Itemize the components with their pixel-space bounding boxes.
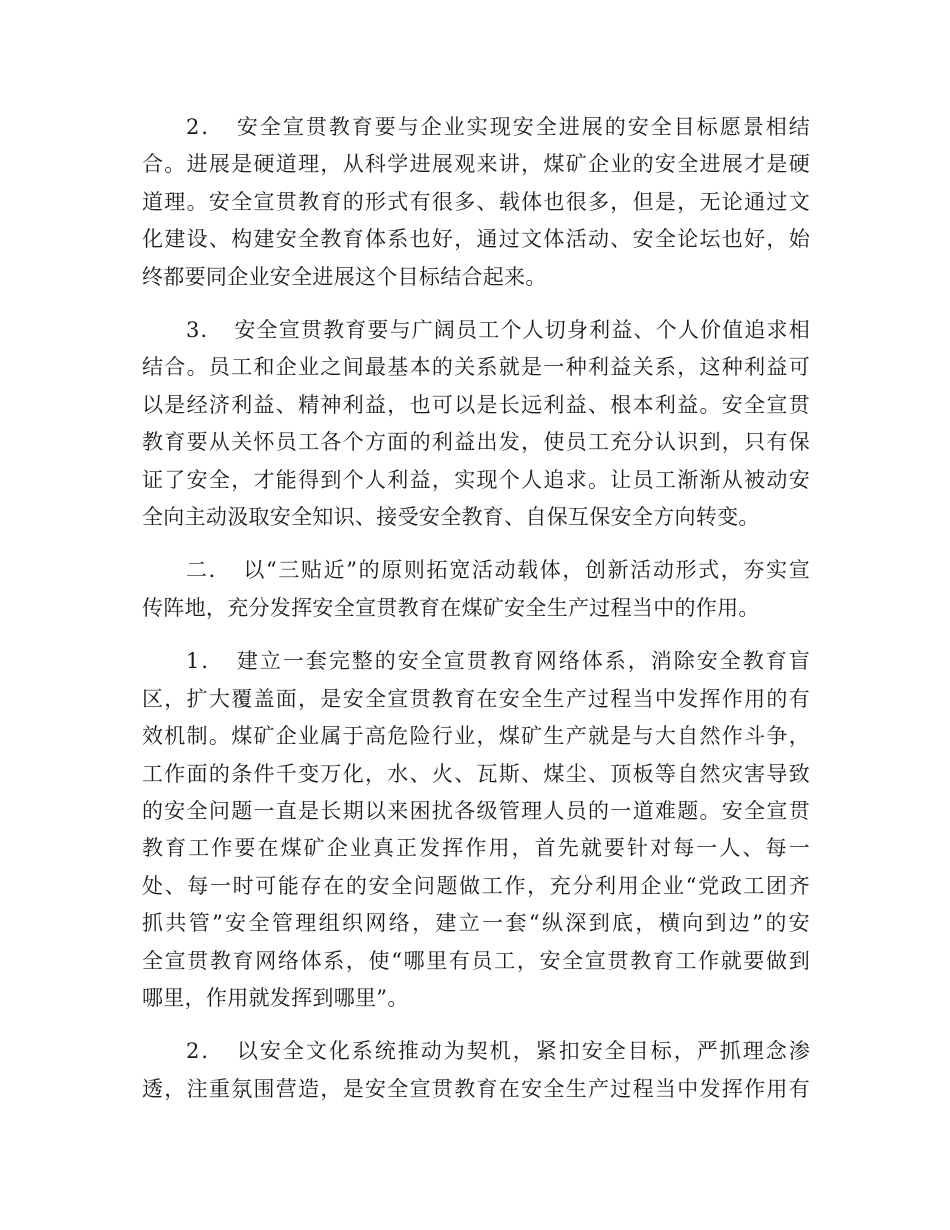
text-line: 以是经济利益、精神利益，也可以是长远利益、根本利益。安全宣贯 <box>142 392 810 417</box>
paragraph-section-two-heading <box>142 552 810 627</box>
text-line: 全宣贯教育网络体系，使“哪里有员工，安全宣贯教育工作就要做到 <box>142 948 810 973</box>
paragraph-education-network <box>142 643 810 1017</box>
text-line: 2． 安全宣贯教育要与企业实现安全进展的安全目标愿景相结 <box>186 115 810 139</box>
text-line: 化建设、构建安全教育体系也好，通过文体活动、安全论坛也好，始 <box>142 227 810 252</box>
text-line: 传阵地，充分发挥安全宣贯教育在煤矿安全生产过程当中的作用。 <box>142 595 760 620</box>
paragraph-employee-interest <box>142 312 810 536</box>
text-line: 处、每一时可能存在的安全问题做工作，充分利用企业“党政工团齐 <box>142 873 810 898</box>
text-line: 1． 建立一套完整的安全宣贯教育网络体系，消除安全教育盲 <box>186 649 810 674</box>
text-line: 教育工作要在煤矿企业真正发挥作用，首先就要针对每一人、每一 <box>142 836 810 861</box>
text-line: 终都要同企业安全进展这个目标结合起来。 <box>142 264 547 289</box>
text-line: 3． 安全宣贯教育要与广阔员工个人切身利益、个人价值追求相 <box>186 318 810 343</box>
document-body <box>142 109 810 1124</box>
paragraph-safety-goal <box>142 109 810 296</box>
text-line: 教育要从关怀员工各个方面的利益出发，使员工充分认识到，只有保 <box>142 430 810 455</box>
paragraph-safety-culture <box>142 1033 810 1108</box>
text-line: 结合。员工和企业之间最基本的关系就是一种利益关系，这种利益可 <box>142 355 810 380</box>
text-line: 透，注重氛围营造，是安全宣贯教育在安全生产过程当中发挥作用有 <box>142 1076 810 1101</box>
text-line: 证了安全，才能得到个人利益，实现个人追求。让员工渐渐从被动安 <box>142 467 810 492</box>
text-line: 二． 以“三贴近”的原则拓宽活动载体，创新活动形式，夯实宣 <box>186 558 810 583</box>
text-line: 哪里，作用就发挥到哪里”。 <box>142 985 409 1010</box>
text-line: 道理。安全宣贯教育的形式有很多、载体也很多，但是，无论通过文 <box>142 189 810 214</box>
text-line: 的安全问题一直是长期以来困扰各级管理人员的一道难题。安全宣贯 <box>142 798 810 823</box>
text-line: 区，扩大覆盖面，是安全宣贯教育在安全生产过程当中发挥作用的有 <box>142 686 810 711</box>
text-line: 2． 以安全文化系统推动为契机，紧扣安全目标，严抓理念渗 <box>186 1039 810 1064</box>
text-line: 抓共管”安全管理组织网络，建立一套“纵深到底，横向到边”的安 <box>142 911 810 936</box>
text-line: 工作面的条件千变万化，水、火、瓦斯、煤尘、顶板等自然灾害导致 <box>142 761 810 786</box>
text-line: 合。进展是硬道理，从科学进展观来讲，煤矿企业的安全进展才是硬 <box>142 152 810 177</box>
text-line: 全向主动汲取安全知识、接受安全教育、自保互保安全方向转变。 <box>142 505 760 530</box>
text-line: 效机制。煤矿企业属于高危险行业，煤矿生产就是与大自然作斗争， <box>142 724 810 749</box>
